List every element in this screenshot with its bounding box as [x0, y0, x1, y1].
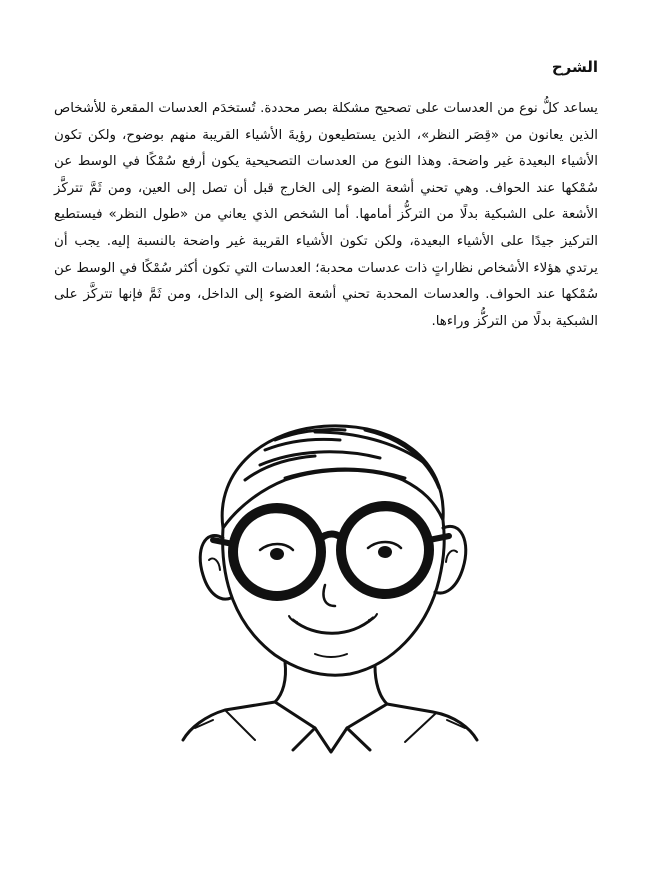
boy-with-glasses-illustration [165, 410, 495, 755]
glasses-bridge [319, 534, 343, 540]
neck [275, 662, 286, 702]
section-heading: الشرح [551, 58, 598, 76]
mouth [293, 618, 373, 633]
explanation-paragraph: يساعد كلُّ نوع من العدسات على تصحيح مشكلة بصر محددة. تُستخدَم العدسات المقعرة للأشخاص الذين يعانون من «قِصَر النظر»، الذين يستطيعون رؤيةَ الأشياء القريبة منهم بوضوح، ولكن تكون الأشياء البعيدة غير واضحة. وهذا النوع من العدسات التصحيحية يكون أرفع سُمْكًا في الوسط عن سُمْكها عند الحواف. وهي تحني أشعة الضوء إلى الخارج قبل أن تصل إلى العين، ومن ثَمَّ تتركَّز الأشعة على الشبكية بدلًا من التركُّز أمامها. أما الشخص الذي يعاني من «طول النظر» فيستطيع التركيز جيدًا على الأشياء البعيدة، ولكن تكون الأشياء القريبة غير واضحة بالنسبة إليه. يجب أن يرتدي هؤلاء الأشخاص نظاراتٍ ذات عدسات محدبة؛ العدسات التي تكون أكثر سُمْكًا في الوسط عن سُمْكها عند الحواف. والعدسات المحدبة تحني أشعة الضوء إلى الداخل، ومن ثَمَّ فإنها تتركَّز على الشبكية بدلًا من التركُّز وراءها. [54, 101, 598, 329]
chin [315, 654, 347, 657]
glasses [213, 506, 449, 596]
shirt-collar [183, 702, 275, 740]
face-outline [223, 520, 445, 675]
nose [323, 585, 335, 606]
